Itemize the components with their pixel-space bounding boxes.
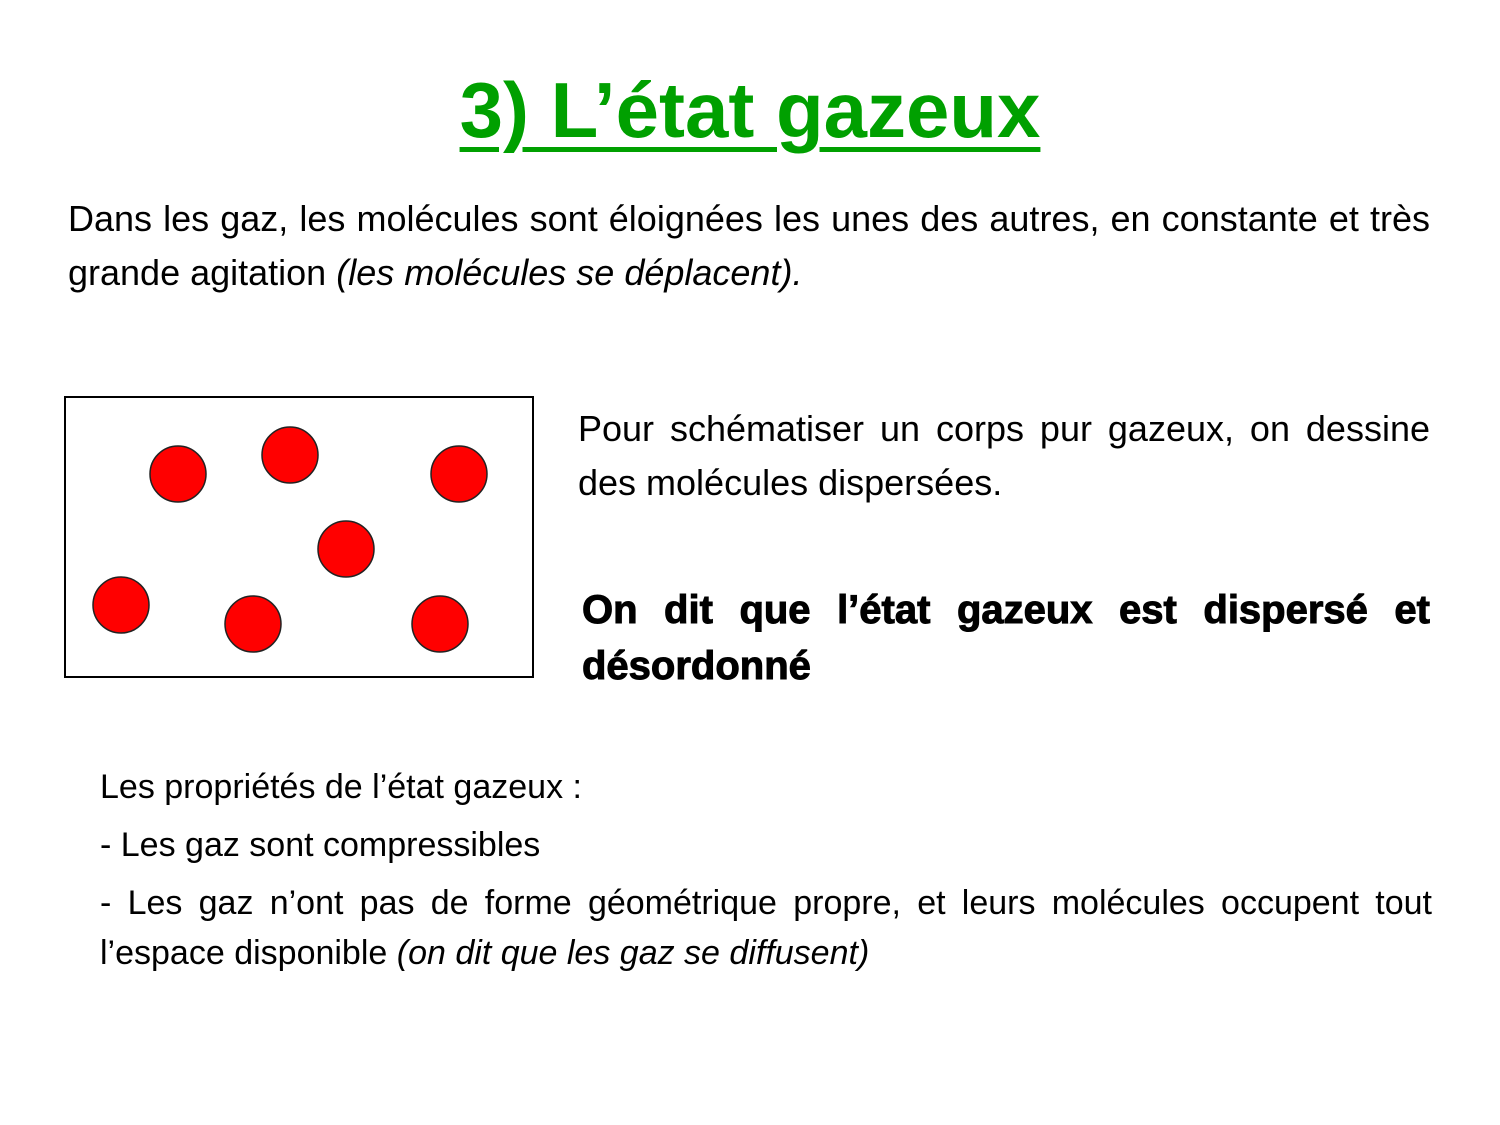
properties-heading: Les propriétés de l’état gazeux :: [100, 768, 582, 806]
gas-molecules-diagram: [64, 396, 534, 678]
molecule: [262, 427, 318, 483]
molecule: [318, 521, 374, 577]
molecule: [431, 446, 487, 502]
property-note: (on dit que les gaz se diffusent): [396, 934, 870, 972]
intro-paragraph: [68, 192, 1430, 300]
property-item: - Les gaz sont compressibles: [100, 826, 541, 864]
property-item: [100, 878, 1432, 978]
properties-section: [100, 762, 1432, 986]
conclusion-statement: On dit que l’état gazeux est dispersé et désordonné: [582, 588, 1430, 688]
molecule: [412, 596, 468, 652]
intro-note: (les molécules se déplacent).: [336, 252, 803, 293]
schema-description: Pour schématiser un corps pur gazeux, on dessine des molécules dispersées.: [578, 408, 1430, 503]
molecule: [93, 577, 149, 633]
intro-text: Dans les gaz, les molécules sont éloignées les unes des autres, en constante et très grande agitation: [68, 198, 1430, 293]
property-text: - Les gaz n’ont pas de forme géométrique propre, et leurs molécules occupent tout l’espace disponible: [100, 884, 1432, 972]
slide-title: 3) L’état gazeux: [459, 66, 1041, 154]
molecule: [225, 596, 281, 652]
molecule: [150, 446, 206, 502]
